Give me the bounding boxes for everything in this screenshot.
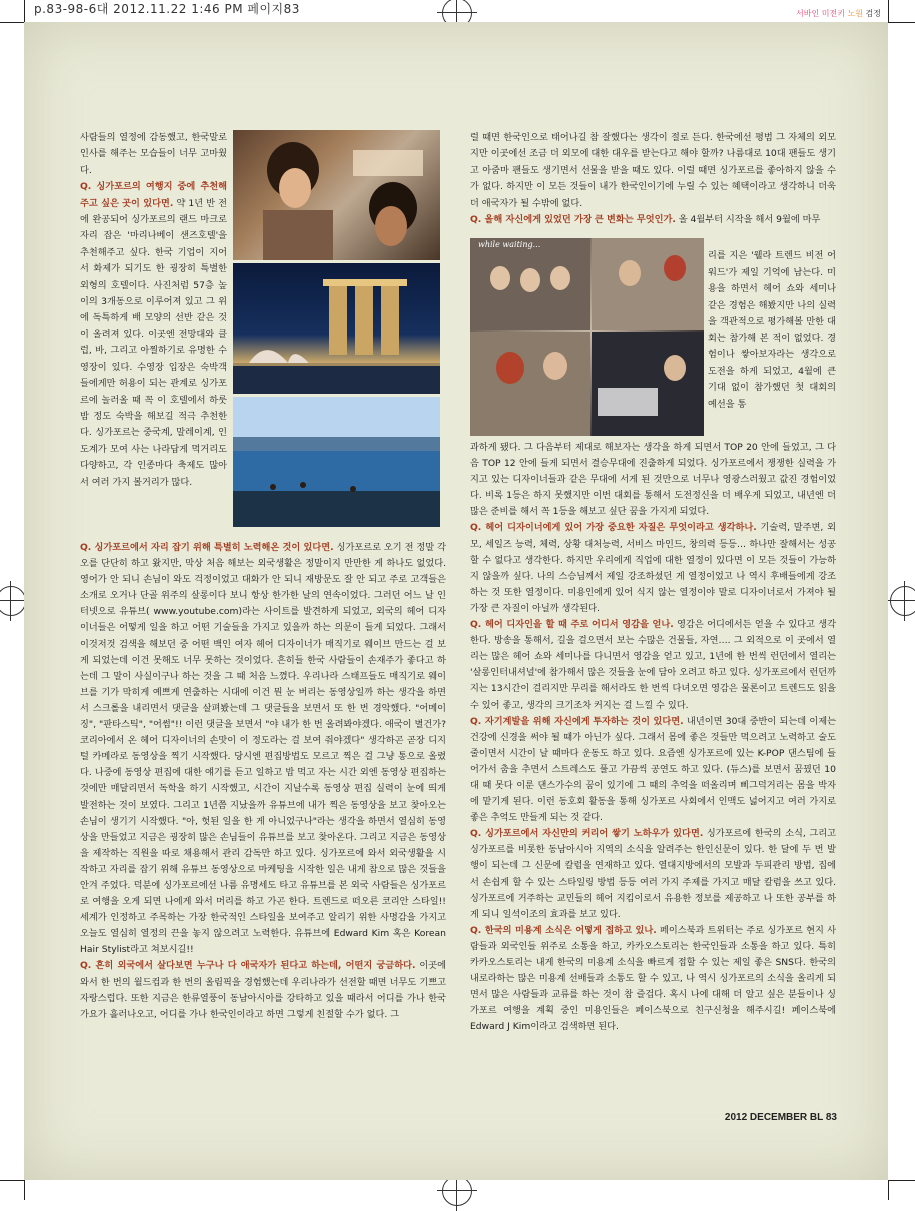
award-collage-illustration — [470, 238, 704, 436]
qa-block — [470, 714, 836, 827]
answer-text: 이곳에 와서 한 번의 월드컵과 한 번의 올림픽을 경험했는데 우리나라가 선전할 때면 너무도 기쁘고 자랑스럽다. 또한 지금은 한류열풍이 동남아시아를 강타하고 있을 때라서 어디를 가나 한국가요가 흘러나오고, 어디를 가나 한국인이라고 하면 그렇게 친절할 수가 없다. 그 — [80, 960, 446, 1020]
answer-text: 페이스북과 트위터는 주로 싱가포르 현지 사람들과 외국인들 위주로 소통을 하고, 카카오스토리는 한국인들과 소통을 하고 있다. 특히 카카오스토리는 내게 한국의 미용계 소식을 빠르게 접할 수 있는 제일 좋은 SNS다. 한국의 내로라하는 많은 미용계 선배들과 소통도 할 수 있고, 나 역시 싱가포르의 소식을 올리게 되면서 많은 사람들과 교류를 하는 것이 참 즐겁다. 혹시 나에 대해 더 알고 싶은 분들이나 싱가포르 여행을 계획 중인 미용인들은 페이스북으로 친구신청을 해주시길! 페이스북에 Edward J Kim이라고 검색하면 된다. — [470, 924, 837, 1033]
answer-text: 내년이면 30대 중반이 되는데 이제는 건강에 신경을 써야 될 때가 아닌가 싶다. 그래서 몸에 좋은 것들만 먹으려고 노력하고 술도 줄이면서 시간이 날 때마다 운동도 하고 있다. 요즘엔 싱가포르에 있는 K-POP 댄스팀에 들어가서 춤을 추면서 스트레스도 풀고 가끔씩 공연도 하고 있다. (듀스)를 보면서 꿈꿨던 10대 때 못다 이룬 댄스가수의 꿈이 있기에 그 때의 추억을 떠올리며 삐그덕거리는 몸을 박자에 맡기게 된다. 이런 동호회 활동을 통해 싱가포르 사회에서 인맥도 넓어지고 여러 가지로 좋은 추억도 만들게 되는 것 같다. — [470, 715, 837, 824]
paragraph: 럴 때면 한국인으로 태어나길 참 잘했다는 생각이 절로 든다. 한국에선 평범 그 자체의 외모지만 이곳에선 조금 더 외모에 대한 대우를 받는다고 해야 할까? 나름대로 10대 팬들도 생기고 아줌마 팬들도 생기면서 선물을 받을 때도 있다. 이럴 때면 싱가포르를 좋아하지 않을 수가 없다. 하지만 이 모든 것들이 내가 한국인이기에 누릴 수 있는 혜택이라고 생각하니 더욱 더 애국자가 될 수밖에 없다. — [470, 132, 836, 209]
column-1-wide — [80, 540, 446, 1023]
question-heading: Q. 헤어 디자인을 할 때 주로 어디서 영감을 얻나. — [470, 619, 674, 631]
question-heading: Q. 싱가포르에서 자신만의 커리어 쌓기 노하우가 있다면. — [470, 828, 704, 840]
paragraph: 과하게 됐다. 그 다음부터 제대로 해보자는 생각을 하게 되면서 TOP 20 안에 들었고, 그 다음 TOP 12 안에 들게 되면서 결승무대에 진출하게 되었다. 싱가포르에서 쟁쟁한 실력을 가지고 있는 디자이너들과 같은 무대에 서게 된 것만으로 너무나 영광스러웠고 값진 경험이었다. 비록 1등은 하지 못했지만 이번 대회를 통해서 도전정신을 더 배우게 되었고, 내년엔 더 많은 준비를 해서 꼭 1등을 해보고 싶단 꿈을 가지게 되었다. — [470, 442, 836, 518]
registration-mark-left — [0, 586, 26, 616]
question-heading: Q. 싱가포르에서 자리 잡기 위해 특별히 노력해온 것이 있다면. — [80, 542, 334, 553]
qa-block — [470, 617, 836, 714]
qa-block — [80, 958, 446, 1022]
header-credit-1: 서바인 — [796, 9, 820, 18]
marina-bay-sands-night-photo — [233, 263, 440, 394]
collage-caption: while waiting... — [478, 240, 541, 249]
header-credit-3: 노원 — [847, 9, 863, 18]
infinity-pool-photo — [233, 397, 440, 527]
paragraph: 사람들의 열정에 감동했고, 한국말로 인사를 해주는 모습들이 너무 고마웠다. — [80, 132, 227, 176]
column-2-narrow — [708, 248, 836, 413]
crop-mark — [888, 1180, 889, 1200]
crop-mark — [888, 0, 889, 22]
answer-text: 싱가포르에 한국의 소식, 그리고 싱가포르를 비롯한 동남아시아 지역의 소식을 알려주는 한인신문이 있다. 한 달에 두 번 발행이 되는데 그 신문에 칼럼을 연재하고 있다. 열대지방에서의 모발과 두피관리 방법, 집에서 손쉽게 할 수 있는 스타일링 방법 등등 여러 가지 주제를 가지고 매달 칼럼을 쓰고 있다. 싱가포르에 거주하는 교민들의 헤어 지킴이로서 유용한 정보를 제공하고 나 또한 공부를 하게 되니 일석이조의 효과를 보고 있다. — [470, 828, 837, 920]
paragraph: 리를 지은 '웰라 트렌드 비전 어워드'가 제일 기억에 남는다. 미용을 하면서 헤어 쇼와 세미나 같은 경험은 해봤지만 나의 실력을 객관적으로 평가해볼 만한 대회는 참가해 본 적이 없었다. 경험이나 쌓아보자라는 생각으로 도전을 하게 되었고, 4월에 큰 기대 없이 참가했던 첫 대회의 예선을 통 — [708, 250, 836, 410]
registration-mark-right — [890, 586, 915, 616]
page-footer: 2012 DECEMBER BL 83 — [724, 1112, 837, 1123]
qa-block — [470, 826, 836, 923]
infinity-pool-illustration — [233, 397, 440, 527]
question-heading: Q. 올해 자신에게 있었던 가장 큰 변화는 무엇인가. — [470, 214, 676, 226]
crop-mark — [888, 22, 915, 23]
hairdresser-photo — [233, 130, 440, 260]
question-heading: Q. 싱가포르의 여행지 중에 추천해주고 싶은 곳이 있다면. — [80, 181, 227, 209]
header-credit-4: 검정 — [865, 9, 881, 18]
page-header-credit — [796, 8, 881, 19]
crop-mark — [0, 1180, 24, 1181]
qa-block — [80, 540, 446, 958]
answer-text: 약 1년 반 전에 완공되어 싱가포르의 랜드 마크로 자리 잡은 '마리나베이 샌즈호텔'을 추천해주고 싶다. 한국 기업이 지어서 화제가 되기도 한 굉장히 특별한 외형의 호텔이다. 사진처럼 57층 높이의 3개동으로 이루어져 있고 그 위에 독특하게 배 모양의 선반 같은 것이 올려져 있다. 이곳엔 전망대와 클럽, 바, 그리고 아찔하기로 유명한 수영장이 있다. 수영장 입장은 숙박객들에게만 허용이 되는 관계로 싱가포르에 놀러올 때 꼭 이 호텔에서 하룻밤 정도 숙박을 해보길 적극 추천한다. 싱가포르는 중국계, 말레이계, 인도계가 모여 사는 나라답게 먹거리도 다양하고, 각 인종마다 축제도 많아서 여러 가지 볼거리가 많다. — [80, 197, 227, 488]
question-heading: Q. 한국의 미용계 소식은 어떻게 접하고 있나. — [470, 924, 657, 936]
qa-block — [80, 179, 227, 491]
answer-text: 올 4월부터 시작을 해서 9월에 마무 — [675, 214, 821, 226]
print-slug: p.83-98-6대 2012.11.22 1:46 PM 페이지83 — [34, 2, 300, 16]
answer-text: 영감은 어디에서든 얻을 수 있다고 생각한다. 방송을 통해서, 길을 걸으면서 보는 수많은 건물들, 자연…. 그 외적으로 이 곳에서 열리는 많은 헤어 쇼와 세미나를 다니면서 영감을 얻고 있고, 1년에 한 번씩 런던에서 열리는 '살롱인터내셔널'에 참가해서 많은 것들을 눈에 담아 오려고 하고 있다. 싱가포르에서 런던까지는 13시간이 걸리지만 무리를 해서라도 한 번씩 다녀오면 영감은 물론이고 트렌드도 읽을 수 있어 좋고, 생각의 크기조차 커지는 걸 느낄 수 있다. — [470, 619, 836, 711]
crop-mark — [24, 0, 25, 22]
answer-text: 기술력, 말주변, 외모, 세일즈 능력, 체력, 상황 대처능력, 서비스 마인드, 창의력 등등… 하나만 잘해서는 성공할 수 없다고 생각한다. 하지만 우리에게 직업에 대한 열정이 있다면 이 모든 것들이 가능하지 않을까 싶다. 나의 스승님께서 제일 강조하셨던 게 열정이었고 나 역시 후배들에게 강조하는 것 또한 열정이다. 미용인에게 있어 식지 않는 열정이야 말로 디자이너로서 가져야 될 가장 큰 자질이 아닐까 생각된다. — [470, 522, 836, 614]
crop-mark — [888, 1180, 915, 1181]
qa-block — [470, 520, 836, 617]
column-2-bottom — [470, 440, 836, 1035]
question-heading: Q. 흔히 외국에서 살다보면 누구나 다 애국자가 된다고 하는데, 어떤지 궁금하다. — [80, 960, 416, 972]
question-heading: Q. 헤어 디자이너에게 있어 가장 중요한 자질은 무엇이라고 생각하나. — [470, 522, 757, 534]
column-2-top — [470, 130, 836, 228]
hairdresser-illustration — [233, 130, 440, 260]
question-heading: Q. 자기계발을 위해 자신에게 투자하는 것이 있다면. — [470, 715, 684, 727]
header-credit-2: 미전키 — [821, 9, 845, 18]
column-1-narrow — [80, 130, 227, 491]
answer-text: 싱가포르로 오기 전 정말 각오를 단단히 하고 왔지만, 막상 처음 해보는 외국생활은 정말이지 만만한 게 하나도 없었다. 영어가 안 되니 손님이 와도 걱정이었고 대화가 안 되니 재방문도 잘 안 되고 주로 고객들은 소개로 오거나 단골 위주의 살롱이다 보니 항상 한가한 날의 연속이었다. 그러던 어느 날 인터넷으로 유튜브( www.youtube.com)라는 사이트를 발견하게 되었고, 외국의 헤어 디자이너들은 어떻게 일을 하고 어떤 기술들을 가지고 있을까 하는 의문이 들게 되었다. 그래서 이것저것 검색을 해보던 중 어떤 백인 여자 헤어 디자이너가 매직기로 웨이브 만드는 걸 보게 되었는데 이건 못해도 너무 못하는 것이었다. 흔히들 한국 사람들이 손재주가 좋다고 하는데 그 말이 사실이구나 하는 것을 그 때 처음 느꼈다. 우리나라 스태프들도 매직기로 웨이브를 기가 막히게 예쁘게 연출하는 시대에 이건 뭔 눈 버리는 동영상일까 하는 생각을 하면서 스크롤을 내리면서 댓글을 살펴봤는데 그 댓글들을 보면서 또 한 번 경악했다. "어메이징", "판타스틱", "어썸"!! 이런 댓글을 보면서 "야 내가 한 번 올려봐야겠다. 애국이 별건가? 코리아에서 온 헤어 디자이너의 손맛이 이 정도라는 걸 보여 줘야겠다" 생각하곤 곧장 디지털 카메라로 동영상을 찍기 시작했다. 당시엔 편집방법도 모르고 찍은 걸 그냥 통으로 올렸다. 나중에 동영상 편집에 대한 얘기를 듣고 일하고 밥 먹고 자는 시간 외엔 동영상 편집하는 것에만 매달리면서 독학을 하기 시작했고, 시간이 지날수록 동영상 편집 실력이 눈에 띄게 발전하는 것이 보였다. 그리고 1년쯤 지났을까 유튜브에 내가 찍은 동영상을 보고 찾아오는 손님이 생기기 시작했다. "아, 헛된 일을 한 게 아니었구나"라는 생각을 하면서 열심히 동영상을 만들었고 지금은 굉장히 많은 손님들이 유튜브를 보고 찾아온다. 그리고 지금은 동영상을 제작하는 직원을 따로 채용해서 관리 감독만 하고 있다. 싱가포르에 와서 외국생활을 시작하고 자리를 잡기 위해 유튜브 동영상으로 마케팅을 시작한 일은 내게 참으로 많은 것들을 안겨 주었다. 덕분에 싱가포르에선 나름 유명세도 타고 유튜브를 본 외국 사람들은 싱가포르로 여행을 오게 되면 나에게 와서 머리를 하고 가곤 한다. 트렌드로 떠오른 코리안 스타일!! 세계가 인정하고 주목하는 가장 한국적인 스타일을 보여주고 알리기 위한 사명감을 가지고 오늘도 열심히 열정의 끈을 놓지 않으려고 노력한다. 유튜브에 Edward Kim 혹은 Korean Hair Stylist라고 쳐보시길!! — [80, 542, 446, 956]
qa-block — [470, 212, 836, 228]
qa-block — [470, 923, 836, 1036]
marina-bay-sands-illustration — [233, 263, 440, 394]
crop-mark — [24, 1180, 25, 1200]
award-event-collage-photo — [470, 238, 704, 436]
registration-mark-bottom — [442, 1176, 472, 1206]
crop-mark — [0, 22, 24, 23]
